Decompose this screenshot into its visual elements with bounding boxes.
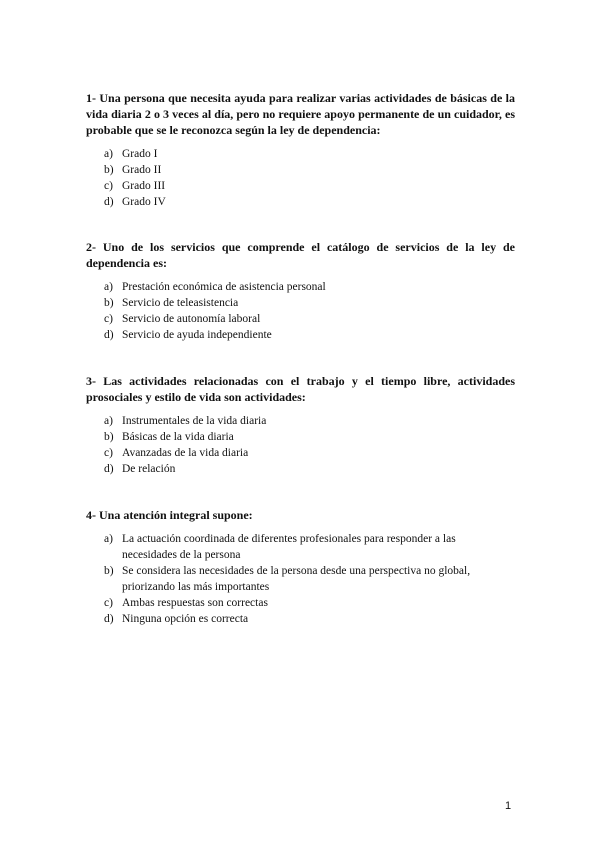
option-a [86, 146, 515, 162]
option-letter: b) [104, 565, 114, 577]
option-a [86, 413, 515, 429]
option-c [86, 445, 515, 461]
option-text: Servicio de autonomía laboral [122, 313, 261, 325]
option-text: Se considera las necesidades de la persona desde una perspectiva no global, priorizando las más importantes [122, 565, 471, 593]
option-text: Ninguna opción es correcta [122, 613, 249, 625]
option-b [86, 563, 515, 595]
question-4 [86, 507, 515, 627]
option-text: Prestación económica de asistencia personal [122, 281, 326, 293]
options-list [86, 531, 515, 627]
option-text: De relación [122, 463, 176, 475]
option-a [86, 279, 515, 295]
option-text: Grado III [122, 180, 166, 192]
option-d [86, 327, 515, 343]
option-d [86, 461, 515, 477]
option-c [86, 311, 515, 327]
page-number: 1 [505, 800, 512, 812]
option-b [86, 162, 515, 178]
option-text: Grado IV [122, 196, 166, 208]
option-text: La actuación coordinada de diferentes profesionales para responder a las necesidades de la persona [122, 533, 456, 561]
option-text: Servicio de ayuda independiente [122, 329, 272, 341]
question-2 [86, 239, 515, 343]
question-1 [86, 90, 515, 210]
option-c [86, 595, 515, 611]
options-list [86, 413, 515, 477]
option-text: Avanzadas de la vida diaria [122, 447, 249, 459]
option-text: Básicas de la vida diaria [122, 431, 234, 443]
option-letter: c) [104, 447, 113, 459]
options-list [86, 279, 515, 343]
option-letter: d) [104, 613, 114, 625]
option-text: Servicio de teleasistencia [122, 297, 239, 309]
option-letter: a) [104, 148, 113, 160]
option-text: Grado II [122, 164, 162, 176]
option-text: Instrumentales de la vida diaria [122, 415, 267, 427]
question-text: 2- Uno de los servicios que comprende el catálogo de servicios de la ley de dependencia es: [86, 240, 515, 270]
option-letter: c) [104, 180, 113, 192]
question-text: 4- Una atención integral supone: [86, 508, 253, 522]
option-letter: b) [104, 164, 114, 176]
option-text: Ambas respuestas son correctas [122, 597, 268, 609]
options-list [86, 146, 515, 210]
option-a [86, 531, 515, 563]
question-text: 1- Una persona que necesita ayuda para realizar varias actividades de básicas de la vida diaria 2 o 3 veces al día, pero no requiere apoyo permanente de un cuidador, es probable que se le reconozca según la ley de dependencia: [86, 91, 515, 137]
option-letter: d) [104, 463, 114, 475]
option-letter: d) [104, 196, 114, 208]
option-d [86, 611, 515, 627]
option-letter: c) [104, 597, 113, 609]
option-d [86, 194, 515, 210]
option-text: Grado I [122, 148, 158, 160]
question-text: 3- Las actividades relacionadas con el trabajo y el tiempo libre, actividades prosociales y estilo de vida son actividades: [86, 374, 515, 404]
option-letter: b) [104, 297, 114, 309]
option-b [86, 295, 515, 311]
option-letter: c) [104, 313, 113, 325]
option-c [86, 178, 515, 194]
question-3 [86, 373, 515, 477]
option-letter: a) [104, 533, 113, 545]
option-letter: a) [104, 415, 113, 427]
option-letter: a) [104, 281, 113, 293]
option-b [86, 429, 515, 445]
option-letter: b) [104, 431, 114, 443]
option-letter: d) [104, 329, 114, 341]
